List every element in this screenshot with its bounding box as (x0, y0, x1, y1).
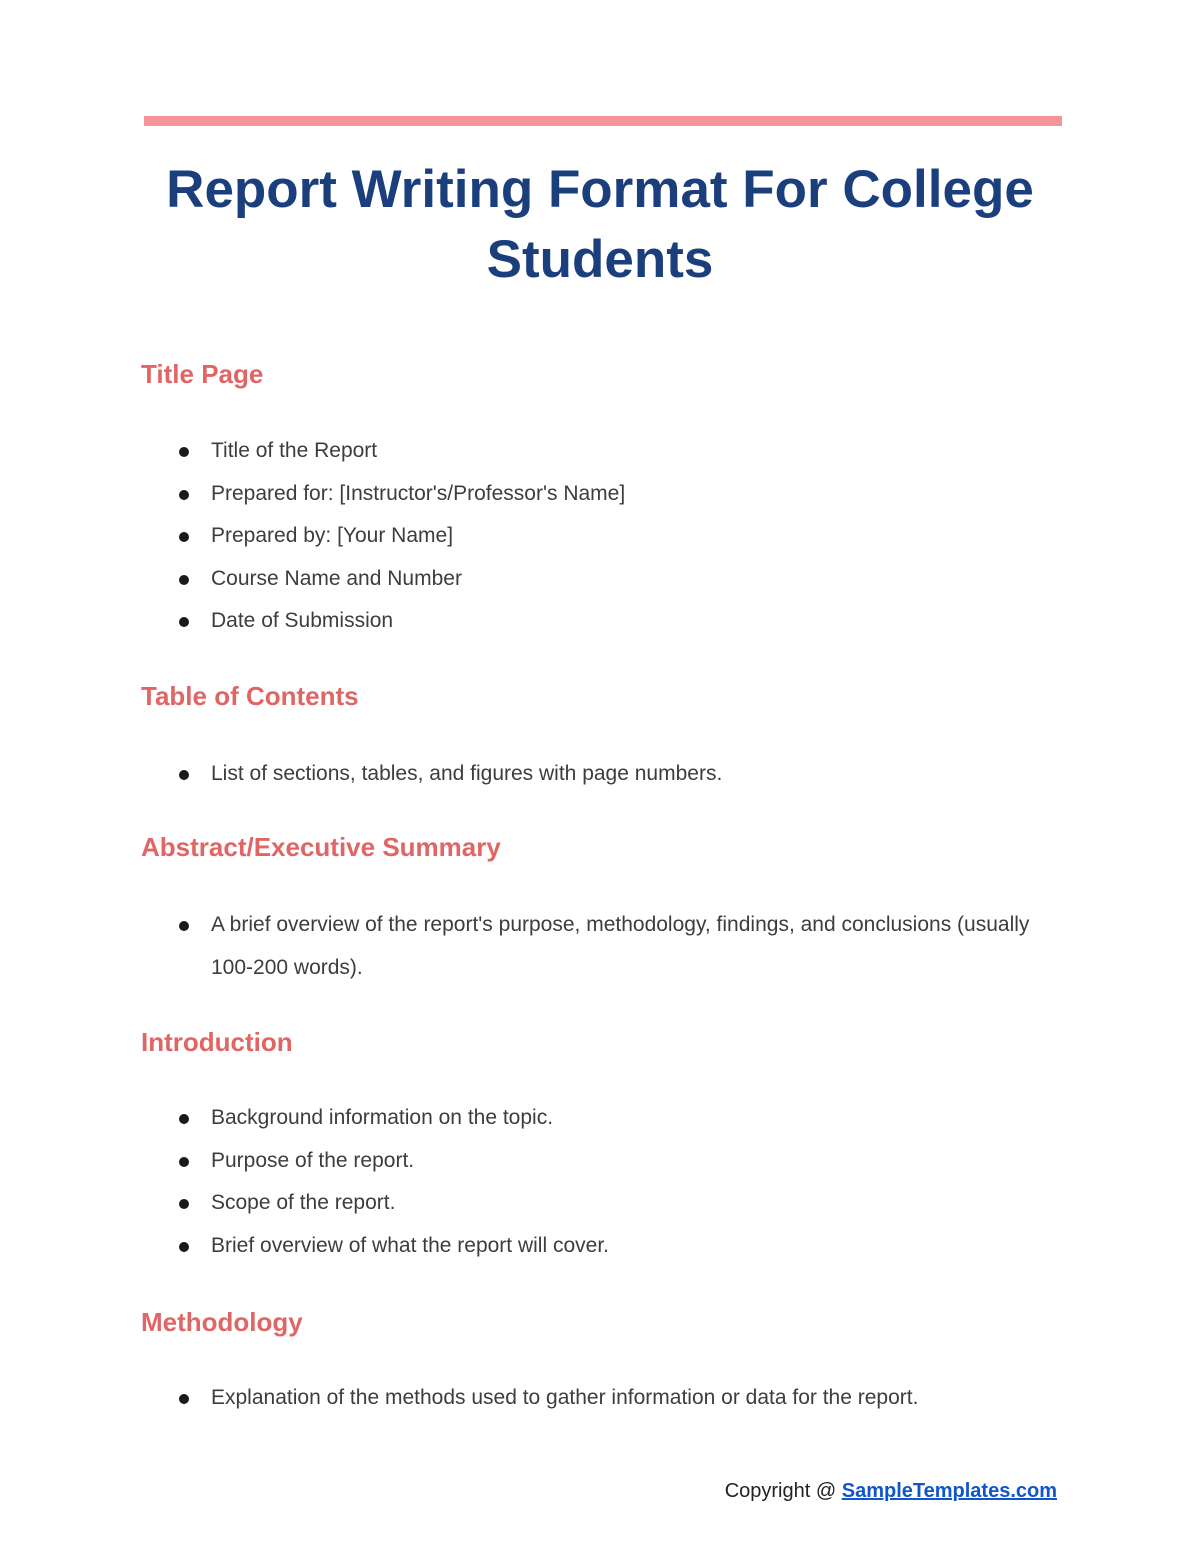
bullet-icon (179, 1157, 189, 1167)
list-item-text: Scope of the report. (211, 1191, 396, 1214)
title-page-list (178, 430, 1058, 643)
section-heading-table-of-contents: Table of Contents (141, 681, 359, 711)
list-item (178, 558, 1058, 601)
list-item (178, 430, 1058, 473)
bullet-icon (179, 447, 189, 457)
bullet-icon (179, 1242, 189, 1252)
list-item (178, 1225, 1058, 1268)
sampletemplates-link[interactable]: SampleTemplates.com (841, 1480, 1057, 1502)
list-item (178, 753, 1058, 796)
list-item-text: Brief overview of what the report will cover. (211, 1233, 609, 1257)
list-item-text: Prepared by: [Your Name] (211, 524, 454, 547)
document-title: Report Writing Format For College Students (166, 160, 1034, 289)
list-item (178, 1097, 1058, 1140)
list-item-text: Title of the Report (211, 439, 378, 462)
list-item-text: A brief overview of the report's purpose, methodology, findings, and conclusions (usually 100-200 words). (211, 913, 1030, 979)
table-of-contents-list (178, 753, 1058, 796)
section-heading-title-page: Title Page (141, 359, 264, 389)
section-heading-methodology: Methodology (141, 1307, 303, 1337)
top-accent-rule (144, 116, 1062, 126)
introduction-list (178, 1097, 1058, 1267)
bullet-icon (179, 770, 189, 780)
list-item-text: List of sections, tables, and figures with page numbers. (211, 762, 723, 785)
list-item (178, 1377, 1058, 1420)
bullet-icon (179, 1394, 189, 1404)
list-item (178, 904, 1058, 989)
list-item (178, 515, 1058, 558)
list-item-text: Course Name and Number (211, 566, 462, 590)
copyright-label: Copyright @ (724, 1480, 837, 1502)
bullet-icon (179, 490, 189, 500)
footer-copyright (725, 1478, 1057, 1504)
list-item (178, 1140, 1058, 1183)
list-item-text: Explanation of the methods used to gather information or data for the report. (211, 1386, 919, 1409)
bullet-icon (179, 575, 189, 585)
list-item-text: Prepared for: [Instructor's/Professor's Name] (211, 481, 626, 505)
list-item (178, 473, 1058, 516)
list-item (178, 600, 1058, 643)
list-item (178, 1182, 1058, 1225)
list-item-text: Background information on the topic. (211, 1106, 554, 1129)
section-heading-introduction: Introduction (141, 1027, 293, 1057)
section-heading-abstract: Abstract/Executive Summary (141, 832, 501, 862)
bullet-icon (179, 1199, 189, 1209)
bullet-icon (179, 921, 189, 931)
bullet-icon (179, 532, 189, 542)
methodology-list (178, 1377, 1058, 1420)
abstract-list (178, 904, 1058, 989)
bullet-icon (179, 1114, 189, 1124)
list-item-text: Purpose of the report. (211, 1148, 415, 1172)
bullet-icon (179, 617, 189, 627)
list-item-text: Date of Submission (211, 609, 394, 632)
